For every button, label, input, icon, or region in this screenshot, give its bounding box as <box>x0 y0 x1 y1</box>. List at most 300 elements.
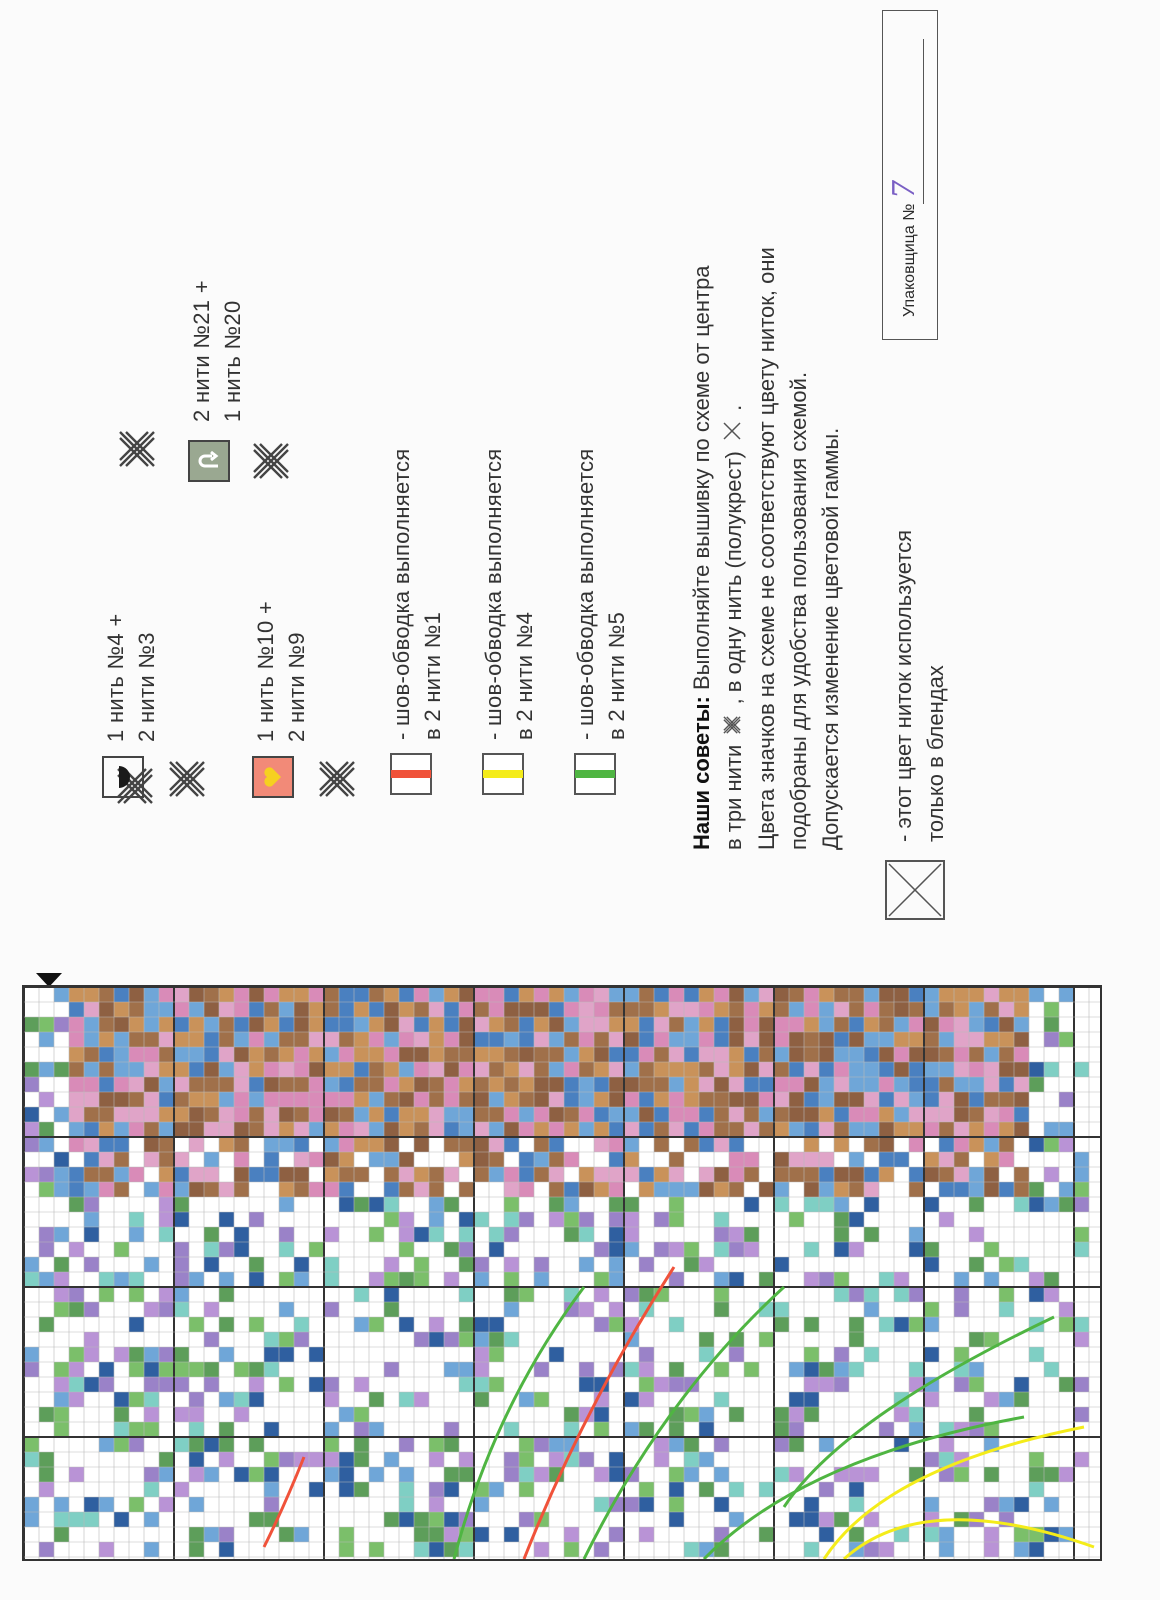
stitch-cell <box>624 1137 639 1152</box>
blend-note-line2: только в блендах <box>923 665 948 842</box>
stitch-cell <box>354 1077 369 1092</box>
stitch-cell <box>369 1032 384 1047</box>
stitch-cell <box>609 1032 624 1047</box>
stitch-cell <box>354 1482 369 1497</box>
stitch-cell <box>444 1527 459 1542</box>
stitch-cell <box>504 1182 519 1197</box>
stitch-cell <box>309 1017 324 1032</box>
stitch-cell <box>84 1212 99 1227</box>
stitch-cell <box>39 1167 54 1182</box>
stitch-cell <box>534 1272 549 1287</box>
stitch-cell <box>954 1152 969 1167</box>
stitch-cell <box>249 1002 264 1017</box>
stitch-cell <box>1074 1242 1089 1257</box>
stitch-cell <box>849 1077 864 1092</box>
stitch-cell <box>489 1377 504 1392</box>
stitch-cell <box>774 1257 789 1272</box>
stitch-cell <box>129 1212 144 1227</box>
stitch-cell <box>534 987 549 1002</box>
stitch-cell <box>639 1107 654 1122</box>
stitch-cell <box>369 987 384 1002</box>
stitch-cell <box>234 1062 249 1077</box>
stitch-cell <box>834 1182 849 1197</box>
stitch-cell <box>669 1152 684 1167</box>
stitch-cell <box>474 1137 489 1152</box>
stitch-cell <box>639 1167 654 1182</box>
stitch-cell <box>429 1062 444 1077</box>
stitch-cell <box>24 1497 39 1512</box>
stitch-cell <box>204 987 219 1002</box>
stitch-cell <box>939 1047 954 1062</box>
stitch-cell <box>444 1122 459 1137</box>
stitch-cell <box>999 1152 1014 1167</box>
backstitch-row-1-line1: - шов-обводка выполняется <box>389 448 414 740</box>
stitch-cell <box>834 1377 849 1392</box>
stitch-cell <box>744 1242 759 1257</box>
stitch-cell <box>834 1512 849 1527</box>
stitch-cell <box>24 1362 39 1377</box>
stitch-cell <box>864 1077 879 1092</box>
stitch-cell <box>789 1422 804 1437</box>
stitch-cell <box>699 1452 714 1467</box>
stitch-cell <box>354 1047 369 1062</box>
stitch-cell <box>804 1077 819 1092</box>
stitch-cell <box>249 1017 264 1032</box>
stitch-cell <box>1029 1347 1044 1362</box>
stitch-cell <box>594 1422 609 1437</box>
stitch-cell <box>84 1377 99 1392</box>
stitch-cell <box>999 1032 1014 1047</box>
stitch-cell <box>1044 1467 1059 1482</box>
stitch-cell <box>534 1062 549 1077</box>
stitch-cell <box>219 1137 234 1152</box>
stitch-cell <box>714 1167 729 1182</box>
stitch-cell <box>1059 1197 1074 1212</box>
stitch-cell <box>609 1047 624 1062</box>
stitch-cell <box>684 1137 699 1152</box>
stitch-cell <box>1074 1062 1089 1077</box>
stitch-cell <box>519 1467 534 1482</box>
stitch-cell <box>294 1332 309 1347</box>
stitch-cell <box>294 987 309 1002</box>
stitch-cell <box>249 1062 264 1077</box>
stitch-cell <box>669 1377 684 1392</box>
stitch-cell <box>744 1002 759 1017</box>
stitch-cell <box>369 1422 384 1437</box>
stitch-cell <box>324 1227 339 1242</box>
stitch-cell <box>84 1512 99 1527</box>
stitch-cell <box>759 1482 774 1497</box>
stitch-cell <box>1059 1122 1074 1137</box>
stitch-cell <box>144 1407 159 1422</box>
stitch-cell <box>249 1077 264 1092</box>
stitch-cell <box>864 1197 879 1212</box>
stitch-cell <box>579 1452 594 1467</box>
stitch-cell <box>24 1122 39 1137</box>
stitch-cell <box>954 1287 969 1302</box>
stitch-cell <box>954 1017 969 1032</box>
stitch-cell <box>99 1047 114 1062</box>
stitch-cell <box>204 1467 219 1482</box>
stitch-cell <box>129 1062 144 1077</box>
stitch-cell <box>444 1332 459 1347</box>
stitch-cell <box>849 1002 864 1017</box>
stitch-cell <box>504 987 519 1002</box>
stitch-cell <box>1074 1182 1089 1197</box>
stitch-cell <box>114 1002 129 1017</box>
stitch-cell <box>804 1167 819 1182</box>
stitch-cell <box>489 1047 504 1062</box>
stitch-cell <box>144 1062 159 1077</box>
stitch-cell <box>639 987 654 1002</box>
stitch-cell <box>834 1242 849 1257</box>
stitch-cell <box>954 1137 969 1152</box>
legend-row-1-line2: 2 нити №3 <box>134 632 159 742</box>
stitch-cell <box>114 1182 129 1197</box>
stitch-cell <box>294 1047 309 1062</box>
stitch-cell <box>384 1287 399 1302</box>
stitch-cell <box>54 1407 69 1422</box>
stitch-cell <box>39 1242 54 1257</box>
stitch-cell <box>534 1257 549 1272</box>
stitch-cell <box>999 1497 1014 1512</box>
stitch-cell <box>414 1167 429 1182</box>
stitch-cell <box>954 1272 969 1287</box>
stitch-cell <box>399 1092 414 1107</box>
stitch-cell <box>69 1347 84 1362</box>
stitch-cell <box>714 1227 729 1242</box>
stitch-cell <box>69 1107 84 1122</box>
stitch-cell <box>534 1002 549 1017</box>
stitch-cell <box>564 1197 579 1212</box>
stitch-cell <box>909 1107 924 1122</box>
stitch-cell <box>384 1452 399 1467</box>
stitch-cell <box>669 1242 684 1257</box>
stitch-cell <box>459 1542 474 1557</box>
stitch-cell <box>609 1167 624 1182</box>
stitch-cell <box>474 1377 489 1392</box>
blend-cross-icon <box>887 862 943 918</box>
stitch-cell <box>294 1107 309 1122</box>
stitch-cell <box>309 1347 324 1362</box>
stitch-cell <box>564 1407 579 1422</box>
stitch-cell <box>939 1437 954 1452</box>
stitch-cell <box>144 1347 159 1362</box>
stitch-cell <box>174 1017 189 1032</box>
stitch-cell <box>729 1047 744 1062</box>
stitch-cell <box>684 1047 699 1062</box>
stitch-cell <box>339 1542 354 1557</box>
stitch-cell <box>309 1107 324 1122</box>
stitch-cell <box>534 1077 549 1092</box>
stitch-cell <box>234 1092 249 1107</box>
stitch-cell <box>789 1392 804 1407</box>
stitch-cell <box>594 1122 609 1137</box>
stitch-cell <box>249 1467 264 1482</box>
stitch-cell <box>639 1092 654 1107</box>
stitch-cell <box>774 1407 789 1422</box>
stitch-cell <box>639 1077 654 1092</box>
stitch-cell <box>699 1257 714 1272</box>
stitch-cell <box>339 1077 354 1092</box>
stitch-cell <box>819 1077 834 1092</box>
stitch-cell <box>24 1107 39 1122</box>
stitch-cell <box>669 1092 684 1107</box>
stitch-cell <box>39 1482 54 1497</box>
stitch-cell <box>684 1122 699 1137</box>
stitch-cell <box>444 1047 459 1062</box>
stitch-cell <box>894 987 909 1002</box>
stitch-cell <box>159 1377 174 1392</box>
stitch-cell <box>84 1032 99 1047</box>
stitch-cell <box>939 1542 954 1557</box>
stitch-cell <box>534 1017 549 1032</box>
stitch-cell <box>69 1122 84 1137</box>
stitch-cell <box>669 1317 684 1332</box>
stitch-cell <box>459 987 474 1002</box>
stitch-cell <box>849 1017 864 1032</box>
stitch-cell <box>414 1077 429 1092</box>
stitch-cell <box>189 1122 204 1137</box>
stitch-cell <box>654 1137 669 1152</box>
stitch-cell <box>879 1422 894 1437</box>
stitch-cell <box>534 1032 549 1047</box>
stitch-cell <box>99 1182 114 1197</box>
stitch-cell <box>474 1032 489 1047</box>
stitch-cell <box>984 1152 999 1167</box>
stitch-cell <box>144 1302 159 1317</box>
stitch-cell <box>309 1182 324 1197</box>
stitch-cell <box>114 1137 129 1152</box>
stitch-cell <box>84 1152 99 1167</box>
stitch-cell <box>759 1272 774 1287</box>
stitch-cell <box>414 1272 429 1287</box>
stitch-cell <box>189 1422 204 1437</box>
stitch-cell <box>339 1482 354 1497</box>
stitch-cell <box>909 1287 924 1302</box>
stitch-cell <box>24 1257 39 1272</box>
stitch-cell <box>609 1272 624 1287</box>
stitch-cell <box>909 1002 924 1017</box>
stitch-cell <box>954 987 969 1002</box>
stitch-cell <box>174 1257 189 1272</box>
stitch-cell <box>849 1047 864 1062</box>
stitch-cell <box>39 1407 54 1422</box>
stitch-cell <box>429 1437 444 1452</box>
stitch-cell <box>129 1287 144 1302</box>
stitch-cell <box>684 987 699 1002</box>
stitch-cell <box>264 1332 279 1347</box>
stitch-cell <box>219 1527 234 1542</box>
stitch-cell <box>819 1002 834 1017</box>
stitch-cell <box>54 1287 69 1302</box>
stitch-cell <box>624 1362 639 1377</box>
stitch-cell <box>609 1527 624 1542</box>
stitch-cell <box>609 1242 624 1257</box>
stitch-cell <box>564 1152 579 1167</box>
stitch-cell <box>504 1017 519 1032</box>
stitch-cell <box>69 1512 84 1527</box>
stitch-cell <box>69 1197 84 1212</box>
stitch-cell <box>699 1032 714 1047</box>
stitch-cell <box>834 987 849 1002</box>
stitch-cell <box>159 1032 174 1047</box>
backstitch-swatch-red <box>390 753 432 795</box>
stitch-cell <box>654 1167 669 1182</box>
stitch-cell <box>399 1212 414 1227</box>
stitch-cell <box>609 1122 624 1137</box>
stitch-cell <box>534 1167 549 1182</box>
stitch-cell <box>324 1272 339 1287</box>
stitch-cell <box>909 1122 924 1137</box>
stitch-cell <box>174 1287 189 1302</box>
stitch-cell <box>1014 1392 1029 1407</box>
stitch-cell <box>1074 1197 1089 1212</box>
stitch-cell <box>99 1002 114 1017</box>
stitch-cell <box>54 1392 69 1407</box>
stitch-cell <box>399 1317 414 1332</box>
stitch-cell <box>534 1542 549 1557</box>
stitch-cell <box>279 1302 294 1317</box>
stitch-cell <box>414 1062 429 1077</box>
stitch-cell <box>654 1062 669 1077</box>
stitch-cell <box>519 1452 534 1467</box>
stitch-cell <box>714 1122 729 1137</box>
stitch-cell <box>69 1362 84 1377</box>
stitch-cell <box>84 1017 99 1032</box>
stitch-cell <box>219 1107 234 1122</box>
stitch-cell <box>39 1542 54 1557</box>
stitch-cell <box>909 1407 924 1422</box>
stitch-cell <box>564 1002 579 1017</box>
stitch-cell <box>669 1497 684 1512</box>
stitch-cell <box>39 1092 54 1107</box>
stitch-cell <box>984 1047 999 1062</box>
stitch-cell <box>384 1017 399 1032</box>
stitch-cell <box>279 1122 294 1137</box>
stitch-cell <box>624 1107 639 1122</box>
stitch-cell <box>519 1482 534 1497</box>
stitch-cell <box>504 1167 519 1182</box>
stitch-cell <box>234 1227 249 1242</box>
stitch-cell <box>1074 1377 1089 1392</box>
stitch-cell <box>159 1227 174 1242</box>
stitch-cell <box>699 987 714 1002</box>
stitch-cell <box>99 1542 114 1557</box>
stitch-cell <box>744 1092 759 1107</box>
stitch-cell <box>279 1197 294 1212</box>
stitch-cell <box>324 1377 339 1392</box>
stitch-cell <box>339 1167 354 1182</box>
stitch-cell <box>849 1482 864 1497</box>
stitch-cell <box>384 987 399 1002</box>
stitch-cell <box>594 1272 609 1287</box>
stitch-cell <box>294 1122 309 1137</box>
stitch-cell <box>429 1497 444 1512</box>
stitch-cell <box>54 1377 69 1392</box>
stitch-cell <box>384 1002 399 1017</box>
stitch-cell <box>294 1527 309 1542</box>
stitch-cell <box>594 1497 609 1512</box>
stitch-cell <box>984 1467 999 1482</box>
stitch-cell <box>579 1167 594 1182</box>
stitch-cell <box>774 1002 789 1017</box>
tips-line-1: Выполняйте вышивку по схеме от центра <box>689 265 714 691</box>
stitch-cell <box>759 1062 774 1077</box>
stitch-cell <box>954 1182 969 1197</box>
stitch-cell <box>804 1122 819 1137</box>
stitch-cell <box>519 1287 534 1302</box>
stitch-cell <box>759 1092 774 1107</box>
stitch-cell <box>24 1137 39 1152</box>
stitch-cell <box>129 1422 144 1437</box>
stitch-cell <box>834 1362 849 1377</box>
stitch-cell <box>324 1257 339 1272</box>
stitch-cell <box>954 1467 969 1482</box>
stitch-cell <box>429 1197 444 1212</box>
stitch-cell <box>489 1017 504 1032</box>
stitch-cell <box>594 1062 609 1077</box>
stitch-cell <box>1044 1497 1059 1512</box>
stitch-cell <box>174 1062 189 1077</box>
stitch-cell <box>669 1107 684 1122</box>
stitch-cell <box>684 1452 699 1467</box>
stitch-cell <box>714 1062 729 1077</box>
stitch-cell <box>69 1377 84 1392</box>
stitch-cell <box>39 1032 54 1047</box>
stitch-cell <box>519 1032 534 1047</box>
stitch-cell <box>924 1392 939 1407</box>
stitch-cell <box>804 1512 819 1527</box>
stitch-cell <box>144 1017 159 1032</box>
stitch-cell <box>399 1047 414 1062</box>
stitch-cell <box>489 1137 504 1152</box>
stitch-cell <box>234 1122 249 1137</box>
stitch-cell <box>264 1347 279 1362</box>
stitch-cell <box>384 1092 399 1107</box>
stitch-cell <box>129 987 144 1002</box>
stitch-cell <box>159 1167 174 1182</box>
stitch-cell <box>624 1392 639 1407</box>
stitch-cell <box>849 1032 864 1047</box>
stitch-cell <box>354 1167 369 1182</box>
stitch-cell <box>1014 1107 1029 1122</box>
stitch-cell <box>174 1167 189 1182</box>
backstitch-row-1-line2: в 2 нити №1 <box>420 611 445 740</box>
stitch-cell <box>84 1122 99 1137</box>
stitch-cell <box>519 1212 534 1227</box>
stitch-cell <box>849 1332 864 1347</box>
stitch-cell <box>609 1062 624 1077</box>
stitch-cell <box>219 1002 234 1017</box>
stitch-cell <box>219 1242 234 1257</box>
legend-row-2-line2: 2 нити №9 <box>284 632 309 742</box>
stitch-cell <box>924 1152 939 1167</box>
stitch-cell <box>804 1407 819 1422</box>
stitch-cell <box>504 1137 519 1152</box>
stitch-cell <box>114 1092 129 1107</box>
stitch-cell <box>924 1347 939 1362</box>
stitch-cell <box>279 1242 294 1257</box>
stitch-cell <box>564 1077 579 1092</box>
stitch-cell <box>594 1407 609 1422</box>
stitch-cell <box>624 1152 639 1167</box>
stitch-cell <box>939 1062 954 1077</box>
stitch-cell <box>129 1317 144 1332</box>
stitch-cell <box>39 1182 54 1197</box>
stitch-cell <box>789 987 804 1002</box>
stitch-cell <box>714 1497 729 1512</box>
